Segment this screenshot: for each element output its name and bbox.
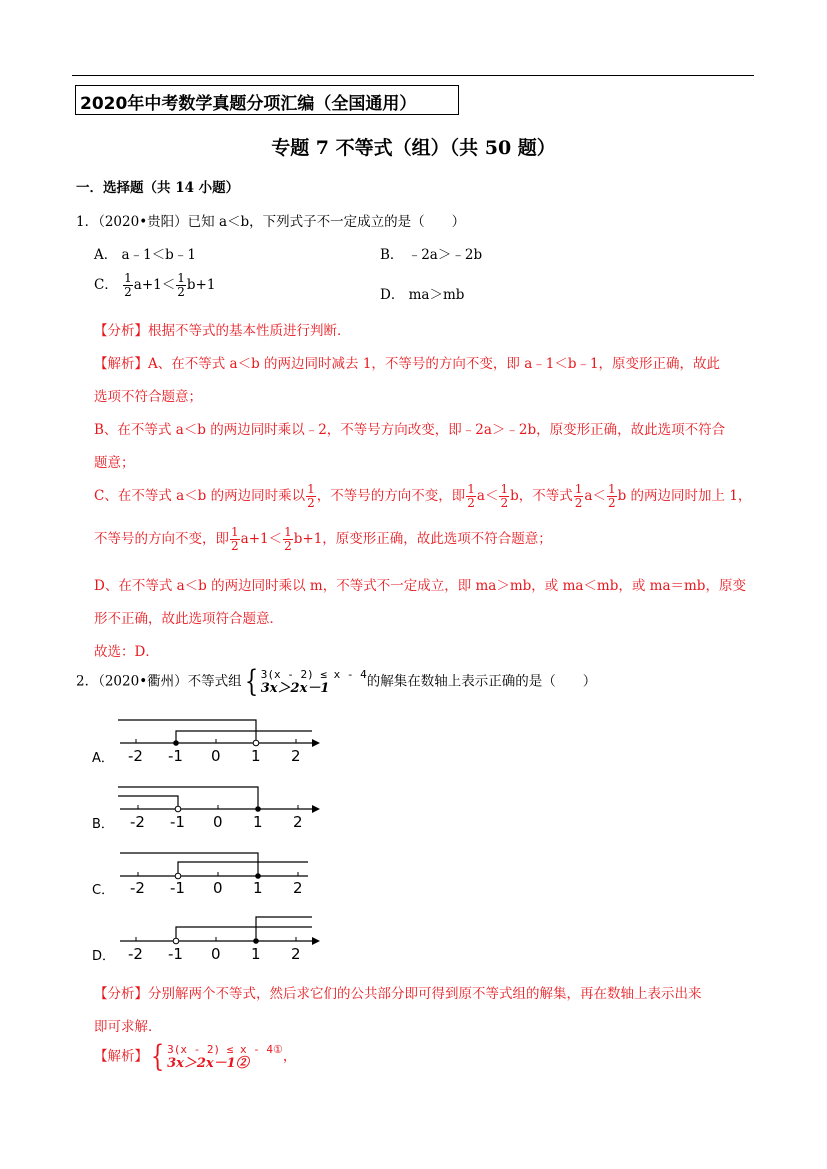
subject-title: 专题 7 不等式（组）（共 50 题）	[271, 137, 556, 159]
fraction: $\frac{1}{2}$	[574, 482, 583, 510]
tick-label: -1	[170, 879, 185, 897]
number-line-option-d	[92, 917, 320, 964]
tick-label: -1	[168, 747, 183, 765]
q1-analysis: 【分析】根据不等式的基本性质进行判断．	[94, 323, 351, 339]
tick-label: 0	[213, 813, 223, 831]
q2-solution: 【解析】{ 3(x - 2) ≤ x - 4① 3x＞2x－1② ，	[94, 1039, 297, 1074]
tick-label: -2	[128, 945, 143, 963]
inequality-system: { 3(x - 2) ≤ x - 4① 3x＞2x－1②	[150, 1039, 283, 1074]
fraction: $\frac{1}{2}$	[500, 482, 509, 510]
tick-label: -2	[128, 747, 143, 765]
q2-analysis-line1: 【分析】分别解两个不等式，然后求它们的公共部分即可得到原不等式组的解集，再在数轴上表示出来	[94, 986, 702, 1002]
option-label: D．	[92, 949, 116, 964]
tick-label: 0	[213, 879, 223, 897]
q1-option-c-end: b+1	[186, 277, 216, 293]
tick-label: 1	[253, 813, 263, 831]
tick-label: -1	[170, 813, 185, 831]
option-label: C．	[92, 883, 115, 898]
q1-option-a: A． a﹣1＜b﹣1	[94, 247, 196, 263]
q1-solution-a2: 选项不符合题意；	[94, 389, 202, 405]
q1-stem: 1．（2020•贵阳）已知 a＜b，下列式子不一定成立的是（ ）	[76, 214, 466, 230]
tick-label: 2	[293, 879, 303, 897]
tick-label: 2	[293, 813, 303, 831]
q1-option-c-label: C．	[94, 277, 118, 293]
section-heading: 一．选择题（共 14 小题）	[76, 180, 240, 196]
fraction: $\frac{1}{2}$	[467, 482, 475, 510]
q1-solution-d1: D、在不等式 a＜b 的两边同时乘以 m，不等式不一定成立，即 ma＞mb，或 ma＜mb，或 ma＝mb，原变	[94, 578, 746, 594]
fraction: $\frac{1}{2}$	[307, 482, 315, 510]
book-title: 2020年中考数学真题分项汇编（全国通用）	[75, 85, 459, 115]
fraction: $\frac{1}{2}$	[124, 271, 132, 299]
q2-stem: 2．（2020•衢州）不等式组{ 3(x - 2) ≤ x - 4 3x＞2x－1 的解集在数轴上表示正确的是（ ）	[76, 664, 597, 699]
tick-label: 1	[251, 747, 261, 765]
tick-label: 1	[251, 945, 261, 963]
tick-label: -2	[130, 813, 145, 831]
q1-solution-b2: 题意；	[94, 455, 135, 471]
fraction: $\frac{1}{2}$	[177, 271, 185, 299]
tick-label: 2	[291, 747, 301, 765]
q1-option-b: B． ﹣2a＞﹣2b	[380, 247, 483, 263]
q1-solution-d2: 形不正确，故此选项符合题意．	[94, 611, 283, 627]
q1-option-c-mid: a+1＜	[133, 277, 176, 293]
tick-label: -1	[168, 945, 183, 963]
number-line-option-c	[92, 853, 308, 898]
q1-solution-c1: C、在不等式 a＜b 的两边同时乘以 $\frac{1}{2}$ ，不等号的方向不变，即 $\frac{1}{2}$ a＜ $\frac{1}{2}$ b，不等式 $\frac{1}{2}$ a＜ $\frac{1}{2}$ b 的两边同时加上 1，	[94, 482, 752, 510]
tick-label: 2	[291, 945, 301, 963]
q1-solution-a1: 【解析】A、在不等式 a＜b 的两边同时减去 1，不等号的方向不变，即 a﹣1＜b﹣1，原变形正确，故此	[94, 356, 721, 372]
tick-label: 0	[211, 747, 221, 765]
option-label: B．	[92, 817, 114, 832]
tick-label: 1	[253, 879, 263, 897]
fraction: $\frac{1}{2}$	[231, 525, 239, 553]
fraction: $\frac{1}{2}$	[607, 482, 616, 510]
option-label: A．	[92, 751, 114, 766]
number-line-option-b	[92, 787, 320, 832]
number-line-option-a	[92, 720, 320, 766]
fraction: $\frac{1}{2}$	[284, 525, 292, 553]
inequality-system: { 3(x - 2) ≤ x - 4 3x＞2x－1	[244, 664, 367, 699]
tick-label: -2	[130, 879, 145, 897]
q1-choice: 故选：D．	[94, 644, 159, 660]
q2-analysis-line2: 即可求解．	[94, 1019, 162, 1035]
q1-solution-b1: B、在不等式 a＜b 的两边同时乘以﹣2，不等号方向改变，即﹣2a＞﹣2b，原变形正确，故此选项不符合	[94, 422, 726, 438]
q1-solution-c2: 不等号的方向不变，即 $\frac{1}{2}$ a+1＜ $\frac{1}{2}$ b+1，原变形正确，故此选项不符合题意；	[94, 525, 552, 553]
q1-option-d: D． ma＞mb	[380, 287, 465, 303]
tick-label: 0	[211, 945, 221, 963]
